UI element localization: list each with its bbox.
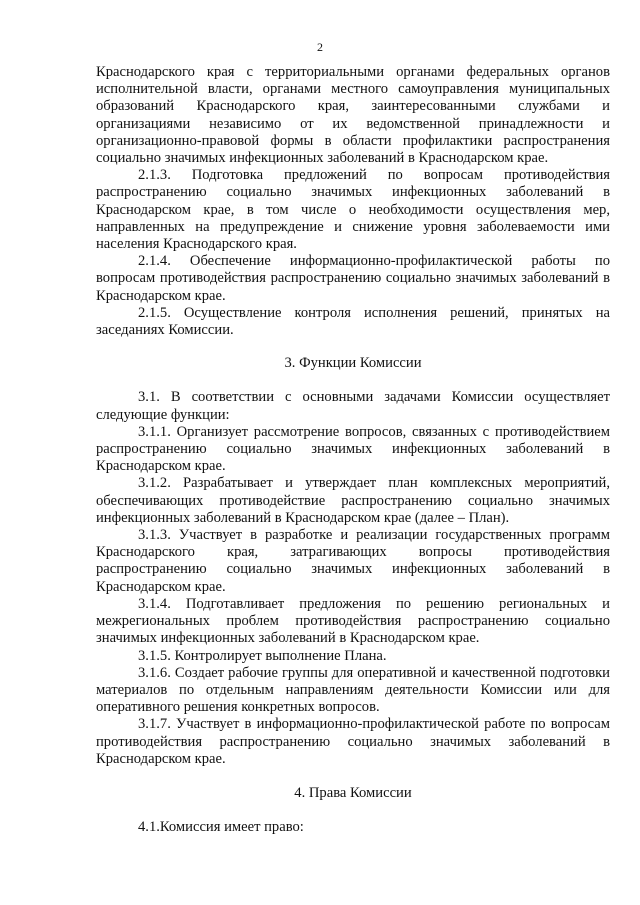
page-number: 2 — [317, 40, 323, 54]
section-4-heading: 4. Права Комиссии — [294, 784, 412, 801]
paragraph-3-1-1: 3.1.1. Организует рассмотрение вопросов, связанных с противодействием распространению социально значимых инфекционных заболеваний в Краснодарском крае. — [96, 423, 610, 475]
paragraph-4-1: 4.1.Комиссия имеет право: — [138, 819, 304, 836]
section-3-heading: 3. Функции Комиссии — [284, 355, 422, 372]
paragraph-3-1-3: 3.1.3. Участвует в разработке и реализации государственных программ Краснодарского края, затрагивающих вопросы противодействия распространению социально значимых инфекционных заболеваний в Краснодарском крае. — [96, 527, 610, 595]
paragraph-2-1-4: 2.1.4. Обеспечение информационно-профилактической работы по вопросам противодействия распространению социально значимых заболеваний в Краснодарском крае. — [96, 253, 610, 304]
paragraph-3-1: 3.1. В соответствии с основными задачами Комиссии осуществляет следующие функции: — [96, 389, 610, 423]
paragraph-3-1-7: 3.1.7. Участвует в информационно-профилактической работе по вопросам противодействия распространению социально значимых заболеваний в Краснодарском крае. — [96, 716, 610, 767]
paragraph-3-1-2: 3.1.2. Разрабатывает и утверждает план комплексных мероприятий, обеспечивающих противодействие распространению социально значимых инфекционных заболеваний в Краснодарском крае (далее – План). — [96, 475, 610, 526]
paragraph-3-1-6: 3.1.6. Создает рабочие группы для оперативной и качественной подготовки материалов по отдельным направлениям деятельности Комиссии или для оперативного решения конкретных вопросов. — [96, 664, 610, 716]
paragraph-continuation: Краснодарского края с территориальными органами федеральных органов исполнительной власти, органами местного самоуправления муниципальных образований Краснодарского края, заинтересованными службами и организациями независимо от их ведомственной принадлежности и организационно-правовой формы в области профилактики распространения социально значимых инфекционных заболеваний в Краснодарском крае. — [96, 64, 610, 167]
paragraph-2-1-3: 2.1.3. Подготовка предложений по вопросам противодействия распространению социально значимых инфекционных заболеваний в Краснодарском крае, в том числе о необходимости осуществления мер, направленных на предупреждение и снижение уровня заболеваемости ими населения Краснодарского края. — [96, 167, 610, 253]
paragraph-3-1-5: 3.1.5. Контролирует выполнение Плана. — [138, 647, 387, 664]
paragraph-2-1-5: 2.1.5. Осуществление контроля исполнения решений, принятых на заседаниях Комиссии. — [96, 304, 610, 339]
document-body — [96, 64, 610, 836]
paragraph-3-1-4: 3.1.4. Подготавливает предложения по решению региональных и межрегиональных проблем противодействия распространению социально значимых инфекционных заболеваний в Краснодарском крае. — [96, 595, 610, 647]
